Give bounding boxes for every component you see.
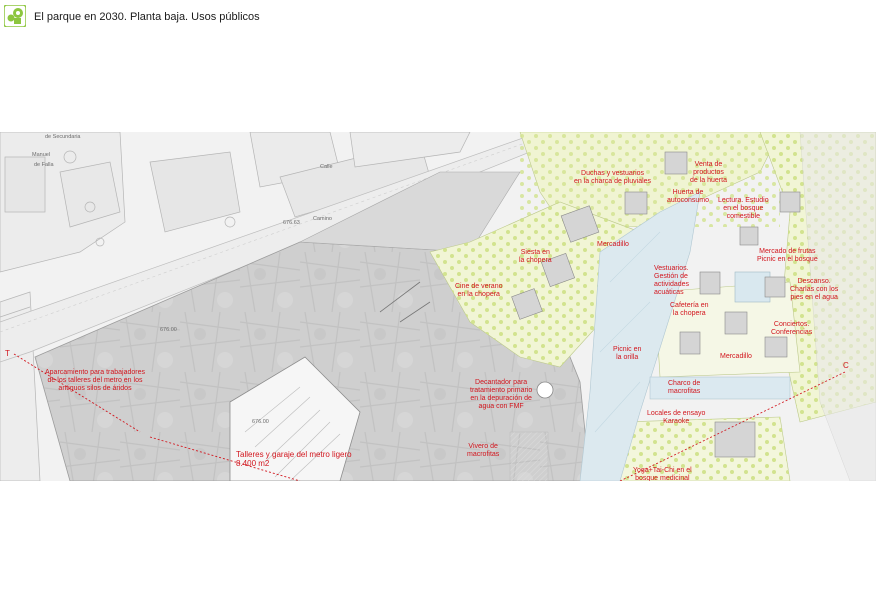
label-picnic-orilla: Picnic en la orilla: [613, 346, 642, 361]
section-mark-right: C: [843, 361, 849, 370]
label-cafeteria: Cafetería en la chopera: [670, 302, 709, 317]
header: [0, 0, 876, 40]
section-mark-left: T: [5, 349, 10, 358]
elevation-label-2: 676.00: [252, 419, 269, 425]
label-siesta: Siesta en la chopera: [519, 249, 552, 264]
label-venta: Venta de productos de la huerta: [690, 161, 727, 184]
label-huerta: Huerta de autoconsumo: [667, 189, 710, 204]
label-duchas: Duchas y vestuarios en la charca de pluviales: [574, 170, 652, 185]
label-mercado-frutas: Mercado de frutas Picnic en el bosque: [757, 248, 818, 263]
label-conciertos: Conciertos. Conferencias: [771, 321, 813, 336]
label-locales: Locales de ensayo Karaoke: [647, 410, 706, 425]
label-yoga: Yoga+Tai-Chi en el bosque medicinal: [633, 467, 692, 481]
green-leaf-logo-icon: [4, 5, 26, 27]
site-plan-drawing: [0, 132, 876, 481]
label-decantador: Decantador para tratamiento primario en la depuración de agua con FMF: [470, 379, 533, 410]
elevation-label-3: 676.00: [160, 327, 177, 333]
label-talleres: Talleres y garaje del metro ligero 8.400 m2: [236, 450, 352, 468]
label-vivero: Vivero de macrofitas: [467, 443, 500, 458]
street-label-calle: Calle: [320, 164, 333, 170]
street-label-de-falla: de Falla: [34, 162, 54, 168]
street-label-camino: Camino: [313, 216, 332, 222]
label-charco: Charco de macrofitas: [668, 380, 701, 395]
label-mercadillo-2: Mercadillo: [720, 353, 752, 360]
street-label-secundaria: de Secundaria: [45, 134, 81, 140]
label-descanso: Descanso. Charlas con los pies en el agua: [790, 278, 839, 301]
label-aparcamiento: Aparcamiento para trabajadores de los talleres del metro en los antiguos silos de áridos: [45, 369, 146, 392]
label-cine: Cine de verano en la chopera: [455, 283, 503, 298]
label-lectura: Lectura. Estudio en el bosque comestible: [718, 197, 769, 220]
label-mercadillo-1: Mercadillo: [597, 241, 629, 248]
site-plan-map: [0, 132, 876, 481]
street-label-manuel: Manuel: [32, 152, 51, 158]
page-title: El parque en 2030. Planta baja. Usos públicos: [34, 11, 260, 23]
label-vestuarios: Vestuarios. Gestión de actividades acuáticas: [654, 265, 690, 296]
elevation-label-1: 676.63: [283, 220, 300, 226]
